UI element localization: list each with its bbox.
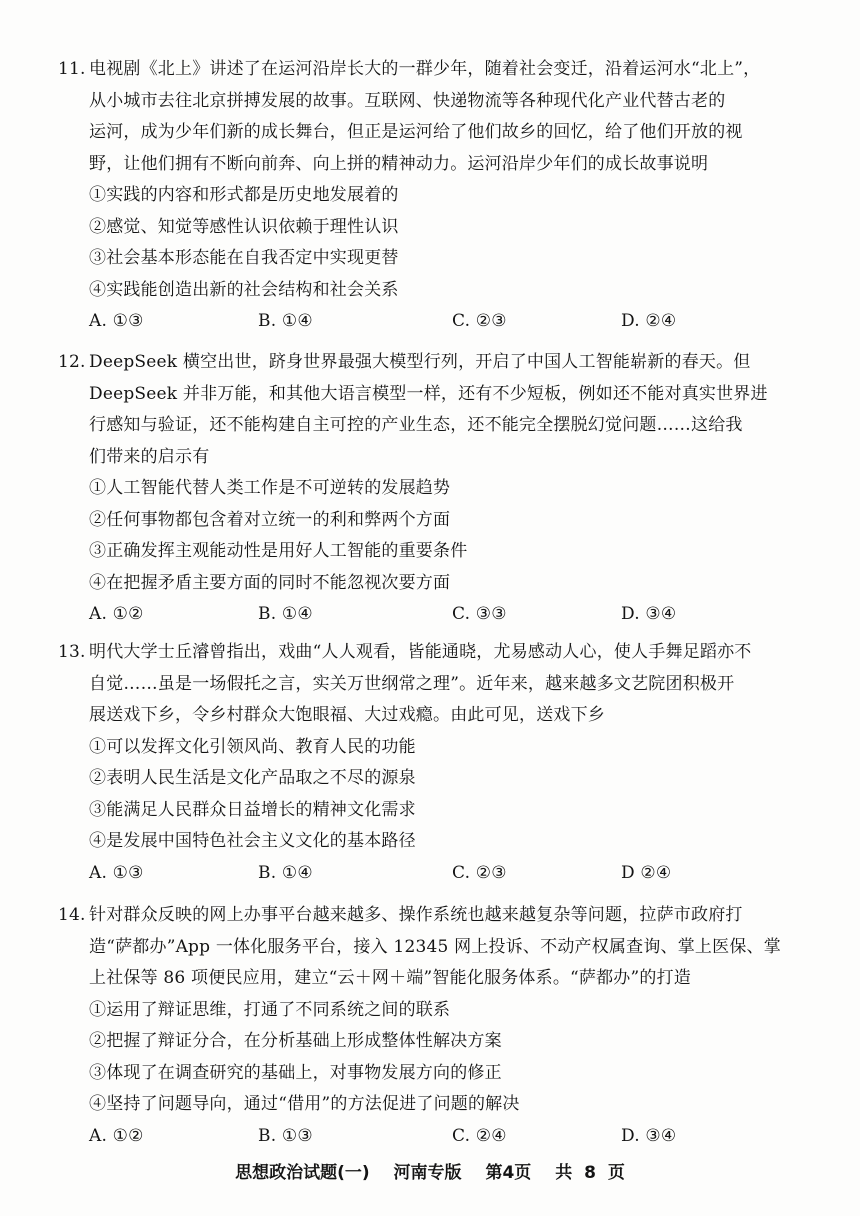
question-stem-line: 野，让他们拥有不断向前奔、向上拼的精神动力。运河沿岸少年们的成长故事说明 — [89, 153, 709, 174]
statement-option: ②感觉、知觉等感性认识依赖于理性认识 — [89, 216, 399, 237]
answer-choice-c: C. ②③ — [452, 862, 507, 883]
question-12 — [58, 347, 828, 631]
exam-edition: 河南专版 — [393, 1163, 462, 1183]
statement-option: ③能满足人民群众日益增长的精神文化需求 — [89, 799, 416, 820]
answer-choice-d: D ②④ — [621, 862, 672, 883]
answer-choice-b: B. ①④ — [258, 604, 313, 624]
answer-choice-d: D. ③④ — [621, 1125, 677, 1146]
question-stem-line: DeepSeek 并非万能，和其他大语言模型一样，还有不少短板，例如还不能对真实世界进 — [89, 383, 768, 404]
question-stem-line: 11. 电视剧《北上》讲述了在运河沿岸长大的一群少年，随着社会变迁，沿着运河水“北上”， — [58, 54, 828, 86]
answer-choices — [58, 599, 828, 631]
answer-choice-a: A. ①③ — [89, 311, 144, 331]
question-stem-line: 从小城市去往北京拼搏发展的故事。互联网、快递物流等各种现代化产业代替古老的 — [89, 90, 726, 111]
answer-choices — [58, 1121, 828, 1153]
answer-choice-a: A. ①③ — [89, 862, 144, 883]
question-stem-line: 展送戏下乡，令乡村群众大饱眼福、大过戏瘾。由此可见，送戏下乡 — [89, 705, 605, 725]
answer-choice-a: A. ①② — [89, 1125, 144, 1146]
question-stem-line: 上社保等 86 项便民应用，建立“云＋网＋端”智能化服务体系。“萨都办”的打造 — [89, 968, 692, 988]
answer-choice-b: B. ①④ — [258, 862, 313, 883]
page-footer — [0, 1158, 860, 1183]
statement-option: ①实践的内容和形式都是历史地发展着的 — [89, 185, 399, 205]
question-number: 13. — [58, 642, 86, 662]
question-stem-line: 运河，成为少年们新的成长舞台，但正是运河给了他们故乡的回忆，给了他们开放的视 — [89, 122, 743, 142]
statement-option: ①运用了辩证思维，打通了不同系统之间的联系 — [89, 999, 451, 1020]
statement-option: ②任何事物都包含着对立统一的利和弊两个方面 — [89, 509, 451, 530]
question-number: 11. — [58, 59, 86, 79]
page-total: 共 8 页 — [555, 1163, 625, 1183]
answer-choices — [58, 306, 828, 338]
statement-option: ④坚持了问题导向，通过“借用”的方法促进了问题的解决 — [89, 1094, 520, 1114]
statement-option: ③体现了在调查研究的基础上，对事物发展方向的修正 — [89, 1062, 502, 1083]
question-stem-line: 13. 明代大学士丘濬曾指出，戏曲“人人观看，皆能通晓，尤易感动人心，使人手舞足蹈亦不 — [58, 637, 828, 669]
question-stem-line: 们带来的启示有 — [89, 446, 210, 467]
question-13 — [58, 637, 828, 889]
answer-choice-d: D. ③④ — [621, 604, 677, 624]
answer-choice-b: B. ①④ — [258, 311, 313, 331]
statement-option: ④在把握矛盾主要方面的同时不能忽视次要方面 — [89, 572, 451, 593]
statement-option: ③社会基本形态能在自我否定中实现更替 — [89, 248, 399, 268]
question-number: 14. — [58, 905, 86, 925]
exam-title: 思想政治试题(一) — [235, 1163, 370, 1183]
statement-option: ③正确发挥主观能动性是用好人工智能的重要条件 — [89, 541, 468, 561]
question-stem-line: 行感知与验证，还不能构建自主可控的产业生态，还不能完全摆脱幻觉问题……这给我 — [89, 415, 743, 435]
statement-option: ①人工智能代替人类工作是不可逆转的发展趋势 — [89, 478, 451, 498]
question-number: 12. — [58, 352, 86, 372]
statement-option: ②表明人民生活是文化产品取之不尽的源泉 — [89, 768, 416, 788]
statement-option: ④实践能创造出新的社会结构和社会关系 — [89, 279, 399, 300]
answer-choice-b: B. ①③ — [258, 1125, 313, 1146]
answer-choice-c: C. ②④ — [452, 1125, 507, 1146]
answer-choice-c: C. ③③ — [452, 604, 507, 624]
answer-choice-a: A. ①② — [89, 604, 144, 624]
question-stem-line: 14. 针对群众反映的网上办事平台越来越多、操作系统也越来越复杂等问题，拉萨市政府打 — [58, 900, 828, 932]
question-stem-line: 12. DeepSeek 横空出世，跻身世界最强大模型行列，开启了中国人工智能崭新的春天。但 — [58, 347, 828, 379]
question-11 — [58, 54, 828, 338]
answer-choices — [58, 858, 828, 890]
statement-option: ④是发展中国特色社会主义文化的基本路径 — [89, 831, 416, 851]
statement-option: ②把握了辩证分合，在分析基础上形成整体性解决方案 — [89, 1031, 502, 1051]
question-stem-line: 自觉……虽是一场假托之言，实关万世纲常之理”。近年来，越来越多文艺院团积极开 — [89, 673, 735, 694]
statement-option: ①可以发挥文化引领风尚、教育人民的功能 — [89, 736, 416, 757]
answer-choice-d: D. ②④ — [621, 311, 677, 331]
page-number: 第4页 — [485, 1163, 532, 1183]
question-stem-line: 造“萨都办”App 一体化服务平台，接入 12345 网上投诉、不动产权属查询、掌上医保、掌 — [89, 936, 781, 957]
question-14 — [58, 900, 828, 1152]
answer-choice-c: C. ②③ — [452, 311, 507, 331]
